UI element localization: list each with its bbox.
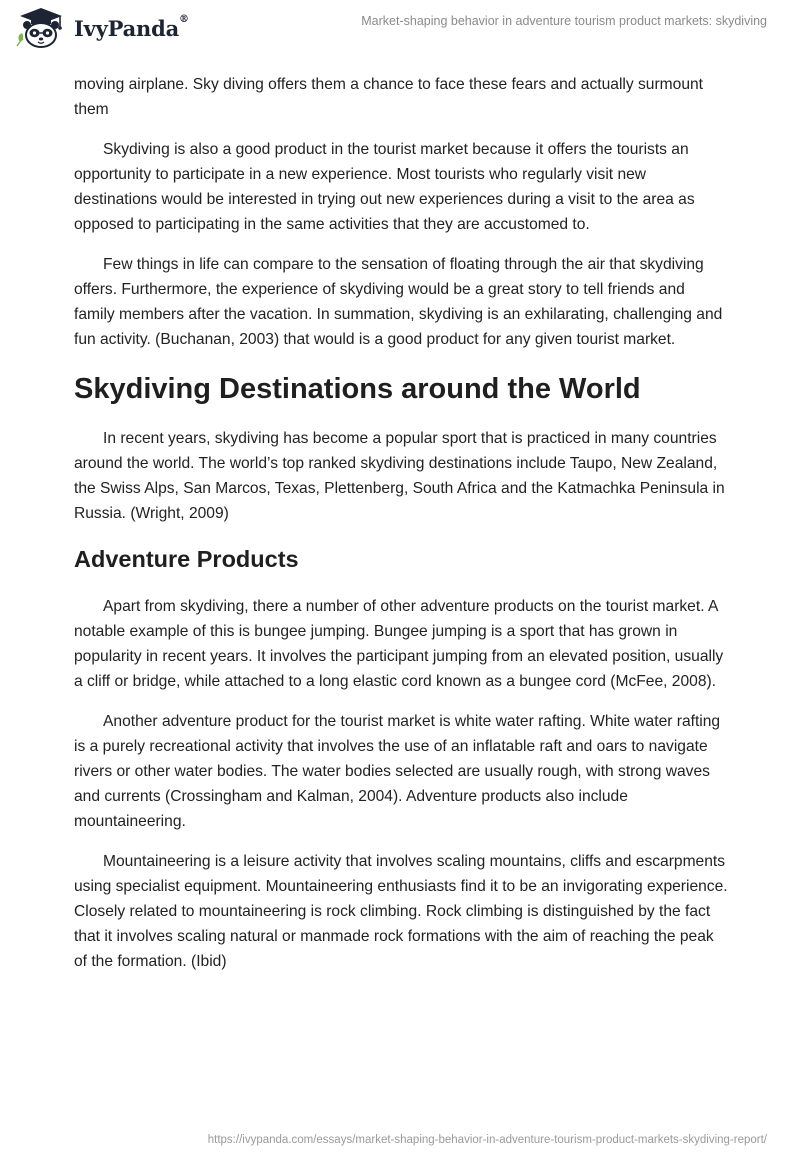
paragraph-mountaineering: Mountaineering is a leisure activity that involves scaling mountains, cliffs and escarpments using specialist equipment. Mountaineering enthusiasts find it to be an invigorating experience. Closely related to mountaineering is rock climbing. Rock climbing is distinguished by the fact that it involves scaling natural or manmade rock formations with the aim of reaching the peak of the formation. (Ibid): [74, 853, 728, 970]
panda-graduate-icon: [14, 6, 68, 50]
paragraph-white-water-rafting: Another adventure product for the tourist market is white water rafting. White water rafting is a purely recreational activity that involves the use of an inflatable raft and oars to navigate rivers or other water bodies. The water bodies selected are usually rough, with strong waves and currents (Crossingham and Kalman, 2004). Adventure products also include mountaineering.: [74, 713, 721, 830]
heading-skydiving-destinations: Skydiving Destinations around the World: [74, 373, 641, 405]
source-url[interactable]: https://ivypanda.com/essays/market-shaping-behavior-in-adventure-tourism-product-markets-skydiving-report/: [207, 1134, 767, 1146]
document-title: Market-shaping behavior in adventure tourism product markets: skydiving: [361, 14, 767, 28]
paragraph-intro-continued: moving airplane. Sky diving offers them a chance to face these fears and actually surmount them: [74, 76, 704, 118]
brand-name: IvyPanda®: [74, 13, 189, 41]
ivypanda-logo[interactable]: [14, 6, 189, 50]
paragraph-bungee-jumping: Apart from skydiving, there a number of other adventure products on the tourist market. A notable example of this is bungee jumping. Bungee jumping is a sport that has grown in popularity in recent years. It involves the participant jumping from an elevated position, usually a cliff or bridge, while attached to a long elastic cord known as a bungee cord (McFee, 2008).: [74, 598, 724, 690]
heading-adventure-products: Adventure Products: [74, 546, 299, 572]
essay-body: [74, 72, 728, 989]
page-header: [0, 0, 800, 62]
paragraph-new-experience: Skydiving is also a good product in the tourist market because it offers the tourists an opportunity to participate in a new experience. Most tourists who regularly visit new destinations would be interested in trying out new experiences during a visit to the area as opposed to participating in the same activities that they are accustomed to.: [74, 141, 695, 233]
paragraph-floating-sensation: Few things in life can compare to the sensation of floating through the air that skydiving offers. Furthermore, the experience of skydiving would be a great story to tell friends and family members after the vacation. In summation, skydiving is an exhilarating, challenging and fun activity. (Buchanan, 2003) that would is a good product for any given tourist market.: [74, 256, 723, 348]
registered-mark: ®: [179, 13, 189, 25]
paragraph-destinations: In recent years, skydiving has become a popular sport that is practiced in many countries around the world. The world’s top ranked skydiving destinations include Taupo, New Zealand, the Swiss Alps, San Marcos, Texas, Plettenberg, South Africa and the Katmachka Peninsula in Russia. (Wright, 2009): [74, 430, 725, 522]
